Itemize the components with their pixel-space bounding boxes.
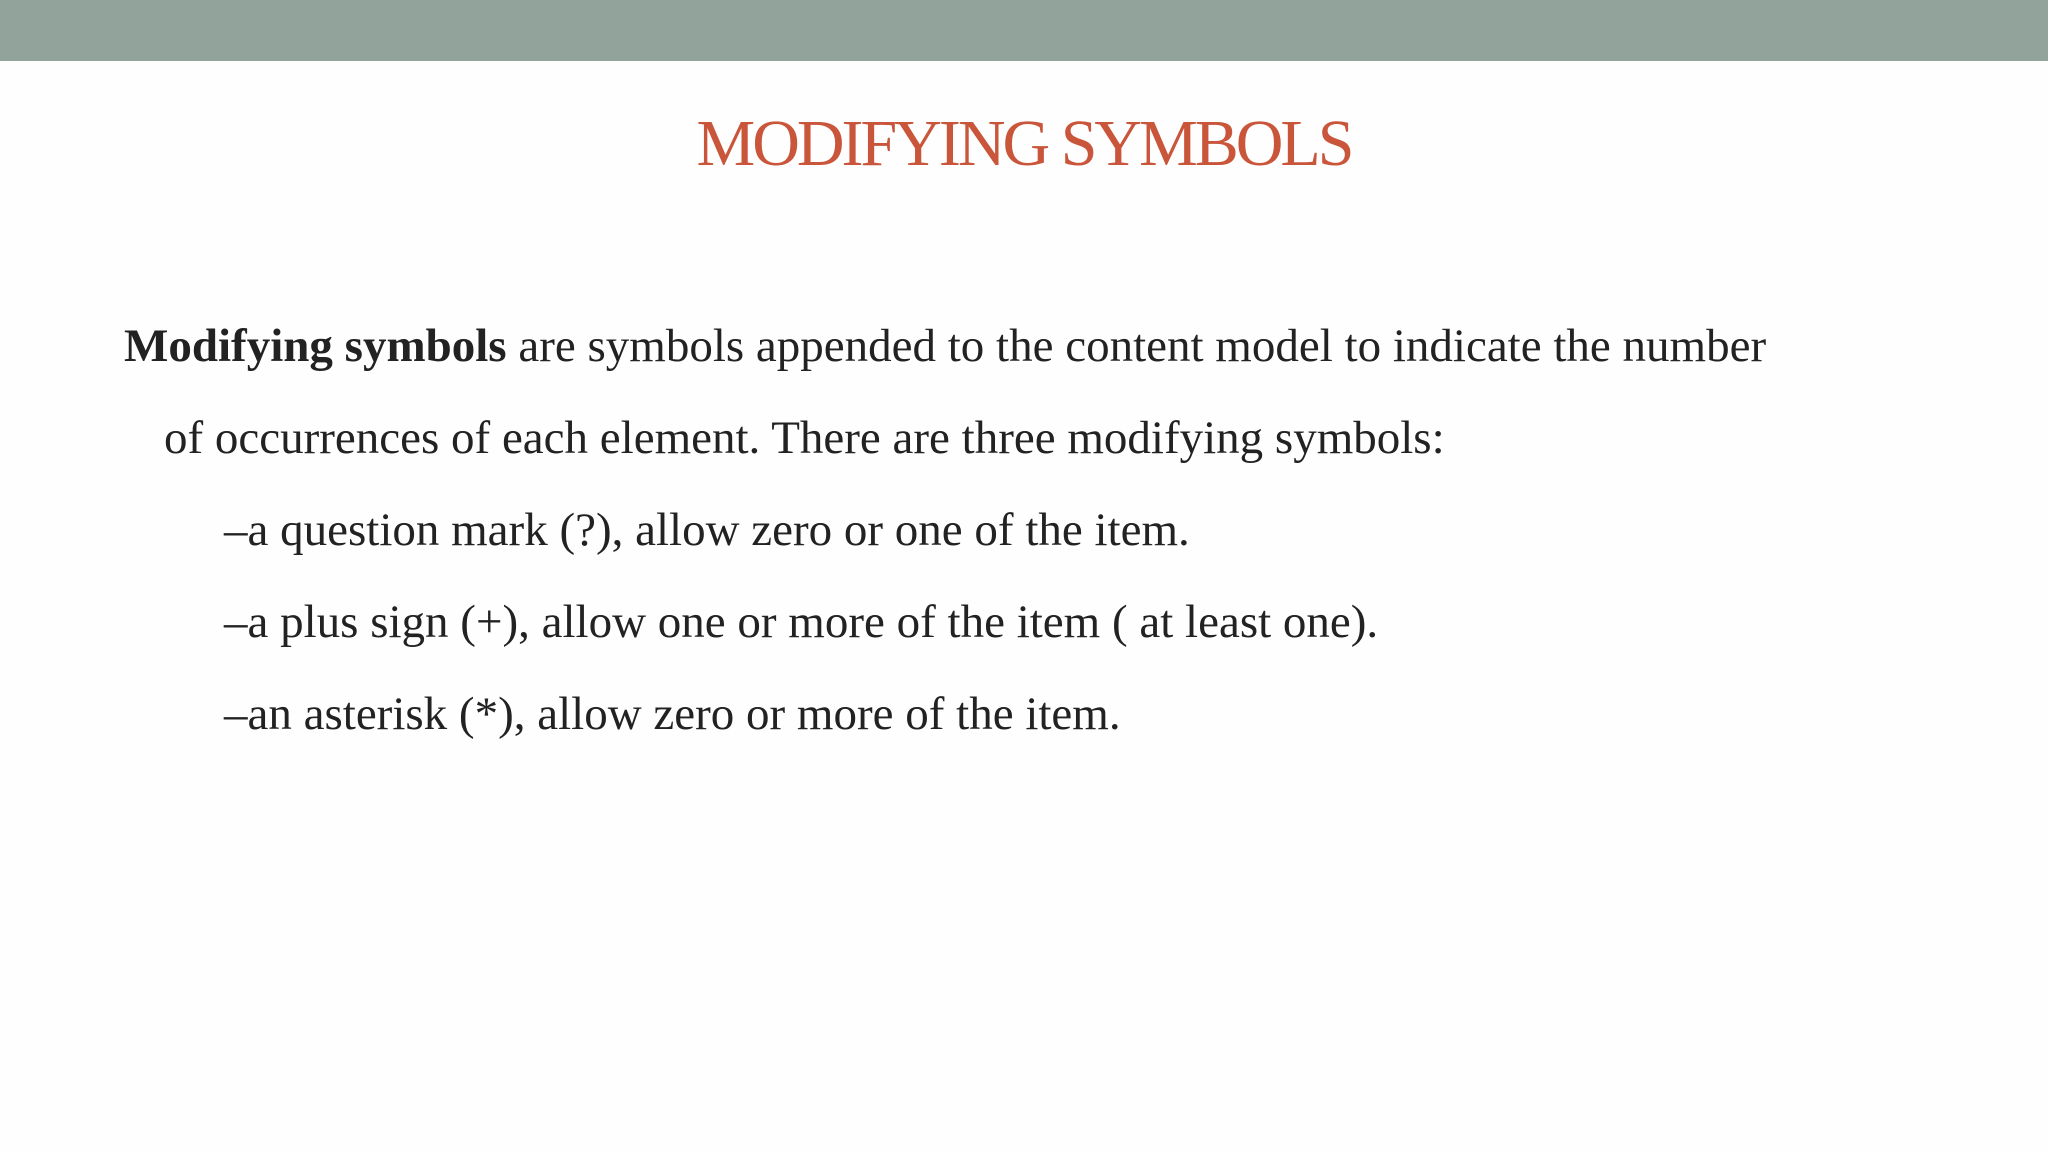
bullet-item-plus-sign: –a plus sign (+), allow one or more of the item ( at least one). [224, 596, 1379, 648]
intro-line-2: of occurrences of each element. There are three modifying symbols: [164, 412, 1445, 464]
intro-line-1-text: are symbols appended to the content model to indicate the number [506, 320, 1767, 372]
bullet-item-question-mark: –a question mark (?), allow zero or one of the item. [224, 504, 1190, 556]
bold-term: Modifying symbols [124, 320, 507, 372]
top-accent-bar [0, 0, 2048, 61]
slide-title: MODIFYING SYMBOLS [696, 107, 1352, 180]
bullet-list [124, 484, 2004, 760]
intro-paragraph [124, 300, 2004, 484]
intro-line-1 [124, 320, 1766, 372]
bullet-item-asterisk: –an asterisk (*), allow zero or more of the item. [224, 688, 1121, 740]
slide-body [124, 300, 2004, 760]
